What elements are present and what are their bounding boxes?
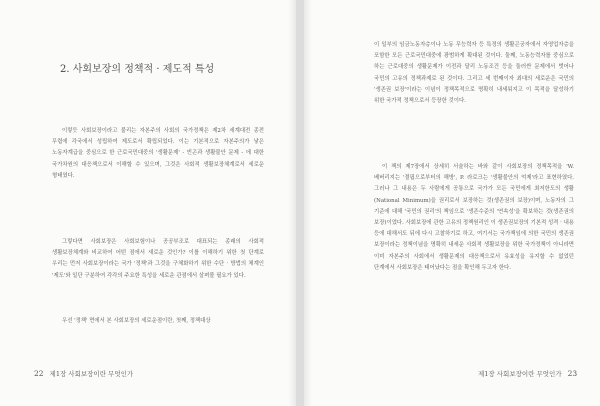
page-footer bbox=[478, 369, 577, 378]
gutter-shadow bbox=[288, 0, 296, 406]
left-page bbox=[0, 0, 296, 406]
page-footer bbox=[34, 369, 133, 378]
paragraph: 이 책의 제7장에서 상세히 서술하는 바와 같이 사회보장의 정책목적을 'W. 베버리지는 '결핍으로부터의 해방', P. 라로크는 '생활불안의 억제'라고 표현하였다. 그러나 그 내용은 두 사람에게 공통으로 국가가 모든 국민에게 최저한도의 생활(National Minimum)을 권리로서 보장하는 것(생존권의 보장)이며, 노동자의 그 기준에 대해 '국민의 권리'의 책임으로 '생존수준의 '연속성'을 확보하는 것(생존권의 보장)이었다. 사회보장에 관한 고유의 정책원리인 이 생존권보장의 기본적 성격 · 내용 등에 대해서도 뒤에 다시 고찰하기로 하고, 여기서는 국가책임에 의한 국민의 생존권 보장이라는 정책이념을 명확히 내세운 사회적 생활보장을 위한 국가정책이 아니라면 이미 자본주의 사회에서 생활문제의 대응책으로서 유효성을 유지할 수 없었던 단계에서 사회보장은 태어났다는 점을 확인해 두고자 한다. bbox=[374, 164, 574, 271]
gutter-shadow bbox=[304, 0, 312, 406]
paragraph: 우선 '정책' 면에서 본 사회보장의 세로운점이란, 첫째, 정책대상 bbox=[62, 318, 211, 324]
section-heading: 2. 사회보장의 정책적 · 제도적 특성 bbox=[60, 64, 215, 75]
running-title: 제1장 사회보장이란 무엇인가 bbox=[49, 370, 134, 378]
page-number: 23 bbox=[567, 369, 578, 378]
page-number: 22 bbox=[34, 369, 44, 378]
running-title: 제1장 사회보장이란 무엇인가 bbox=[478, 370, 562, 378]
paragraph: 이렇듯 사회보장이라고 불리는 자본주의 사회의 국가정책은 제2차 세계대전 종전 무렵에 각국에서 성립하여 제도로서 확립되었다. 이는 기본적으로 자본주의가 낳은 노동자계급을 중심으로 한 근로국민대중의 '생활문제' - 빈곤과 생활불안 문제 - 에 대한 국가차원의 대응책으로서 이해할 수 있으며, 그것은 사회적 생활보장체계로서 세로운 형태였다. bbox=[52, 128, 264, 179]
book-gutter bbox=[296, 0, 304, 406]
paragraph: 그렇다면 사회보장은 사회보험이나 공공부조로 대표되는 종래의 사회적 생활보장체계와 비교하여 어떤 점에서 새로운 것인가? 이를 이해하기 위한 첫 단계로 우리는 먼저 사회보장이라는 국가 '정책'과 그것을 구체화하기 위한 수단 · 방법의 체계인 '제도'와 일단 구분하여 각각의 주요한 특성을 세로운 관점에서 살펴볼 필요가 있다. bbox=[52, 239, 264, 279]
paragraph: 이 일부의 임금노동자층이나 노동 무능력자 등 특정의 생활곤궁자에서 자영업자층을 포함한 모든 근로국민대중에 광범하게 확대된 것이다. 둘째, 노동능력자를 중심으로 하는 근로대중의 생활문제가 이전과 달리 노동조건 등을 둘러싼 문제에서 벗어나 국민의 고유의 정책과제로 된 것이다. 그리고 세 번째이자 최대의 세로운은 국민의 '생존권 보장'이라는 이념이 정책목적으로 명확히 내세워지고 이 목적을 달성하기 위한 국가적 정책으로서 등장한 것이다. bbox=[374, 42, 574, 105]
